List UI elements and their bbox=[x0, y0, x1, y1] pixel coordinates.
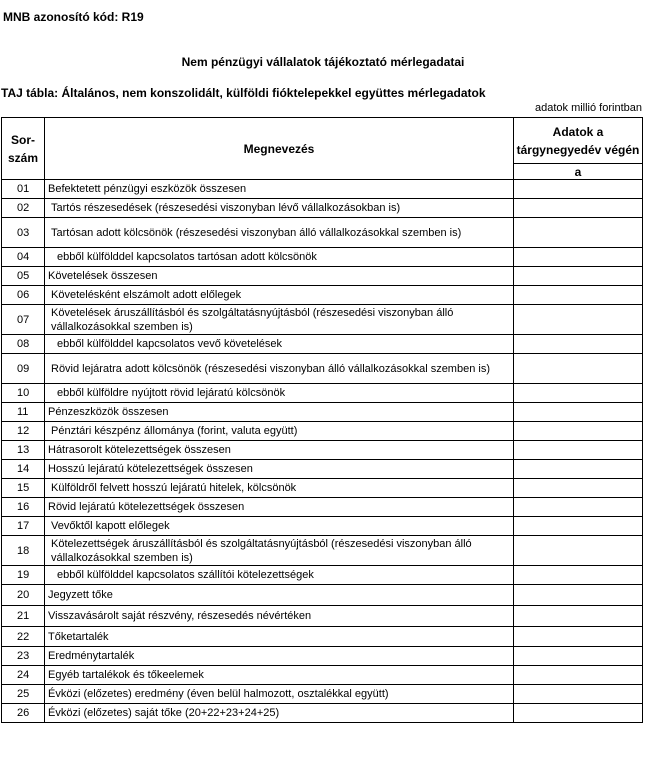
table-row bbox=[2, 305, 643, 335]
row-value-cell[interactable] bbox=[514, 286, 643, 305]
row-number: 24 bbox=[2, 666, 45, 685]
row-number: 11 bbox=[2, 403, 45, 422]
table-row bbox=[2, 403, 643, 422]
table-row bbox=[2, 354, 643, 384]
row-label: ebből külfölddel kapcsolatos szállítói kötelezettségek bbox=[45, 566, 514, 585]
row-label: Évközi (előzetes) eredmény (éven belül halmozott, osztalékkal együtt) bbox=[45, 685, 514, 704]
row-value-cell[interactable] bbox=[514, 248, 643, 267]
row-label: Tartós részesedések (részesedési viszonyban lévő vállalkozásokban is) bbox=[45, 199, 514, 218]
table-row bbox=[2, 498, 643, 517]
balance-sheet-table bbox=[1, 117, 643, 723]
table-row bbox=[2, 585, 643, 606]
row-value-cell[interactable] bbox=[514, 666, 643, 685]
row-number: 07 bbox=[2, 305, 45, 335]
row-number: 12 bbox=[2, 422, 45, 441]
table-row bbox=[2, 218, 643, 248]
table-row bbox=[2, 704, 643, 723]
row-label: ebből külfölddel kapcsolatos vevő követelések bbox=[45, 335, 514, 354]
table-row bbox=[2, 666, 643, 685]
table-row bbox=[2, 566, 643, 585]
table-subtitle: TAJ tábla: Általános, nem konszolidált, külföldi fióktelepekkel együttes mérlegadatok bbox=[1, 86, 486, 100]
row-label: Egyéb tartalékok és tőkeelemek bbox=[45, 666, 514, 685]
row-value-cell[interactable] bbox=[514, 267, 643, 286]
row-label: Hátrasorolt kötelezettségek összesen bbox=[45, 441, 514, 460]
row-number: 05 bbox=[2, 267, 45, 286]
row-label: Évközi (előzetes) saját tőke (20+22+23+24+25) bbox=[45, 704, 514, 723]
table-row bbox=[2, 606, 643, 627]
row-label: Hosszú lejáratú kötelezettségek összesen bbox=[45, 460, 514, 479]
row-number: 25 bbox=[2, 685, 45, 704]
table-row bbox=[2, 627, 643, 647]
row-value-cell[interactable] bbox=[514, 441, 643, 460]
table-row bbox=[2, 267, 643, 286]
header-data-line2: tárgynegyedév végén bbox=[516, 142, 640, 157]
table-row bbox=[2, 248, 643, 267]
header-data bbox=[514, 118, 643, 164]
row-label: Vevőktől kapott előlegek bbox=[45, 517, 514, 536]
row-number: 20 bbox=[2, 585, 45, 606]
row-value-cell[interactable] bbox=[514, 704, 643, 723]
row-label: Pénztári készpénz állománya (forint, valuta együtt) bbox=[45, 422, 514, 441]
unit-note: adatok millió forintban bbox=[534, 102, 642, 114]
row-value-cell[interactable] bbox=[514, 685, 643, 704]
row-label: Tartósan adott kölcsönök (részesedési viszonyban álló vállalkozásokkal szemben is) bbox=[45, 218, 514, 248]
row-value-cell[interactable] bbox=[514, 305, 643, 335]
row-value-cell[interactable] bbox=[514, 479, 643, 498]
table-row bbox=[2, 517, 643, 536]
row-number: 21 bbox=[2, 606, 45, 627]
row-value-cell[interactable] bbox=[514, 627, 643, 647]
form-code: MNB azonosító kód: R19 bbox=[3, 10, 144, 24]
row-value-cell[interactable] bbox=[514, 384, 643, 403]
table-row bbox=[2, 479, 643, 498]
row-value-cell[interactable] bbox=[514, 460, 643, 479]
row-label: Rövid lejáratú kötelezettségek összesen bbox=[45, 498, 514, 517]
row-label: ebből külföldre nyújtott rövid lejáratú kölcsönök bbox=[45, 384, 514, 403]
row-number: 08 bbox=[2, 335, 45, 354]
header-name: Megnevezés bbox=[45, 118, 514, 180]
table-row bbox=[2, 384, 643, 403]
row-label: Eredménytartalék bbox=[45, 647, 514, 666]
header-row-number-line1: Sor- bbox=[11, 132, 35, 147]
row-number: 22 bbox=[2, 627, 45, 647]
row-number: 03 bbox=[2, 218, 45, 248]
row-label: Követelések áruszállításból és szolgáltatásnyújtásból (részesedési viszonyban álló vállalkozásokkal szemben is) bbox=[45, 305, 514, 335]
row-value-cell[interactable] bbox=[514, 199, 643, 218]
row-value-cell[interactable] bbox=[514, 517, 643, 536]
row-number: 23 bbox=[2, 647, 45, 666]
row-number: 01 bbox=[2, 180, 45, 199]
row-label: Pénzeszközök összesen bbox=[45, 403, 514, 422]
row-value-cell[interactable] bbox=[514, 585, 643, 606]
header-data-column-letter: a bbox=[514, 164, 643, 180]
row-label: Rövid lejáratra adott kölcsönök (részesedési viszonyban álló vállalkozásokkal szemben is) bbox=[45, 354, 514, 384]
row-number: 26 bbox=[2, 704, 45, 723]
row-label: Tőketartalék bbox=[45, 627, 514, 647]
row-label: Kötelezettségek áruszállításból és szolgáltatásnyújtásból (részesedési viszonyban álló vállalkozásokkal szemben is) bbox=[45, 536, 514, 566]
row-number: 17 bbox=[2, 517, 45, 536]
row-number: 18 bbox=[2, 536, 45, 566]
table-row bbox=[2, 286, 643, 305]
row-number: 14 bbox=[2, 460, 45, 479]
row-number: 16 bbox=[2, 498, 45, 517]
row-label: Jegyzett tőke bbox=[45, 585, 514, 606]
header-row-number bbox=[2, 118, 45, 180]
row-number: 02 bbox=[2, 199, 45, 218]
table-row bbox=[2, 536, 643, 566]
row-value-cell[interactable] bbox=[514, 180, 643, 199]
table-row bbox=[2, 460, 643, 479]
row-value-cell[interactable] bbox=[514, 647, 643, 666]
row-label: ebből külfölddel kapcsolatos tartósan adott kölcsönök bbox=[45, 248, 514, 267]
header-data-line1: Adatok a bbox=[552, 124, 604, 139]
row-value-cell[interactable] bbox=[514, 422, 643, 441]
row-number: 06 bbox=[2, 286, 45, 305]
table-row bbox=[2, 441, 643, 460]
row-label: Visszavásárolt saját részvény, részesedés névértéken bbox=[45, 606, 514, 627]
row-label: Követelések összesen bbox=[45, 267, 514, 286]
row-value-cell[interactable] bbox=[514, 403, 643, 422]
row-value-cell[interactable] bbox=[514, 354, 643, 384]
table-row bbox=[2, 647, 643, 666]
row-number: 10 bbox=[2, 384, 45, 403]
table-row bbox=[2, 199, 643, 218]
row-value-cell[interactable] bbox=[514, 536, 643, 566]
table-row bbox=[2, 422, 643, 441]
row-number: 09 bbox=[2, 354, 45, 384]
row-value-cell[interactable] bbox=[514, 335, 643, 354]
row-label: Külföldről felvett hosszú lejáratú hitelek, kölcsönök bbox=[45, 479, 514, 498]
row-label: Befektetett pénzügyi eszközök összesen bbox=[45, 180, 514, 199]
header-row-number-line2: szám bbox=[7, 150, 39, 165]
row-number: 15 bbox=[2, 479, 45, 498]
row-number: 13 bbox=[2, 441, 45, 460]
row-value-cell[interactable] bbox=[514, 498, 643, 517]
table-row bbox=[2, 180, 643, 199]
row-value-cell[interactable] bbox=[514, 218, 643, 248]
row-value-cell[interactable] bbox=[514, 606, 643, 627]
table-row bbox=[2, 685, 643, 704]
row-label: Követelésként elszámolt adott előlegek bbox=[45, 286, 514, 305]
row-number: 19 bbox=[2, 566, 45, 585]
page-title: Nem pénzügyi vállalatok tájékoztató mérlegadatai bbox=[181, 55, 465, 69]
row-number: 04 bbox=[2, 248, 45, 267]
table-row bbox=[2, 335, 643, 354]
row-value-cell[interactable] bbox=[514, 566, 643, 585]
